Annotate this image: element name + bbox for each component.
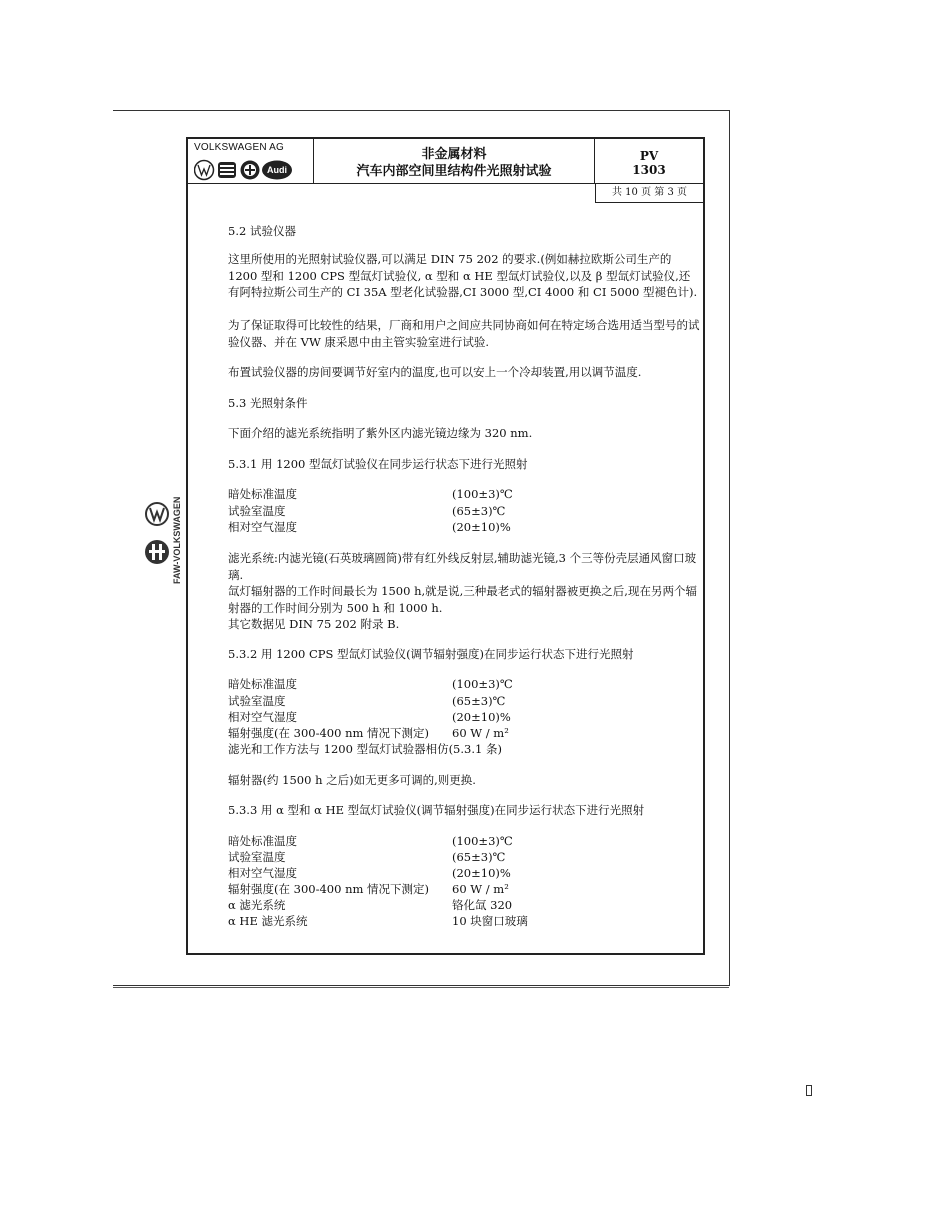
spec-row: 相对空气湿度 (20±10)%: [228, 710, 511, 724]
section-5-3-2-paragraph-2: 辐射器(约 1500 h 之后)如无更多可调的,则更换.: [228, 773, 476, 787]
vw-logo-icon: [195, 161, 214, 180]
section-5-3-paragraph: 下面介绍的滤光系统指明了紫外区内滤光镜边缘为 320 nm.: [228, 426, 533, 440]
doc-category: 非金属材料: [421, 147, 487, 162]
svg-text:Audi: Audi: [267, 165, 287, 175]
header-logo-cell: [188, 139, 314, 183]
spec-row: 试验室温度 (65±3)℃: [228, 850, 506, 864]
stray-glyph-box: [806, 1085, 812, 1096]
faw-vw-side-logo: [140, 494, 188, 590]
spec-row: 辐射强度(在 300-400 nm 情况下测定) 60 W / m²: [228, 726, 509, 740]
spec-row: α 滤光系统 铬化氙 320: [228, 898, 513, 912]
spec-row: 相对空气湿度 (20±10)%: [228, 520, 511, 534]
document-header: [188, 139, 703, 184]
section-5-3-1-paragraph-3: 其它数据见 DIN 75 202 附录 B.: [228, 617, 400, 631]
doc-code-prefix: PV: [639, 149, 659, 163]
section-5-2-paragraph-1: 这里所使用的光照射试验仪器,可以满足 DIN 75 202 的要求.(例如赫拉欧斯公司生产的 1200 型和 1200 CPS 型氙灯试验仪, α 型和 α HE 型氙灯试验仪,以及 β 型氙灯试验仪,还有阿特拉斯公司生产的 CI 35A 型老化试验器,CI 3000 型,CI 4000 和 CI 5000 型褪色计).: [228, 252, 698, 299]
header-code-cell: [595, 139, 703, 183]
seat-logo-icon: [218, 162, 236, 178]
spec-row: 暗处标准温度 (100±3)℃: [228, 487, 513, 501]
header-title-cell: [314, 139, 595, 183]
spec-row: 暗处标准温度 (100±3)℃: [228, 677, 513, 691]
doc-title: 汽车内部空间里结构件光照射试验: [356, 164, 552, 179]
page-info: 共 10 页 第 3 页: [595, 183, 703, 203]
brand-name: VOLKSWAGEN AG: [194, 142, 285, 153]
section-5-3-1-title: 5.3.1 用 1200 型氙灯试验仪在同步运行状态下进行光照射: [228, 457, 528, 471]
section-5-2-paragraph-3: 布置试验仪器的房间要调节好室内的温度,也可以安上一个冷却装置,用以调节温度.: [228, 365, 642, 379]
spec-row: α HE 滤光系统 10 块窗口玻璃: [228, 914, 528, 928]
spec-row: 试验室温度 (65±3)℃: [228, 504, 506, 518]
spec-row: 试验室温度 (65±3)℃: [228, 694, 506, 708]
section-5-2-title: 5.2 试验仪器: [228, 224, 296, 238]
spec-row: 相对空气湿度 (20±10)%: [228, 866, 511, 880]
audi-logo-icon: [262, 161, 292, 180]
brand-logos: [194, 159, 304, 181]
section-5-3-title: 5.3 光照射条件: [228, 396, 308, 410]
section-5-2-paragraph-2: 为了保证取得可比较性的结果，厂商和用户之间应共同协商如何在特定场合选用适当型号的试验仪器、并在 VW 康采恩中由主管实验室进行试验.: [228, 318, 700, 349]
doc-code-number: 1303: [632, 163, 666, 177]
spec-row: 辐射强度(在 300-400 nm 情况下测定) 60 W / m²: [228, 882, 509, 896]
section-5-3-2-title: 5.3.2 用 1200 CPS 型氙灯试验仪(调节辐射强度)在同步运行状态下进行光照射: [228, 647, 634, 661]
side-logo-text: FAW-VOLKSWAGEN: [172, 496, 182, 584]
section-5-3-3-title: 5.3.3 用 α 型和 α HE 型氙灯试验仪(调节辐射强度)在同步运行状态下进行光照射: [228, 803, 645, 817]
spec-row: 暗处标准温度 (100±3)℃: [228, 834, 513, 848]
skoda-logo-icon: [241, 161, 260, 180]
section-5-3-1-paragraph-1: 滤光系统:内滤光镜(石英玻璃圆筒)带有红外线反射层,辅助滤光镜,3 个三等份壳层通风窗口玻璃.: [228, 551, 697, 582]
section-5-3-1-paragraph-2: 氙灯辐射器的工作时间最长为 1500 h,就是说,三种最老式的辐射器被更换之后,现在另两个辐射器的工作时间分别为 500 h 和 1000 h.: [228, 584, 697, 615]
document-sheet: [186, 137, 705, 955]
section-5-3-2-paragraph-1: 滤光和工作方法与 1200 型氙灯试验器相仿(5.3.1 条): [228, 742, 502, 756]
